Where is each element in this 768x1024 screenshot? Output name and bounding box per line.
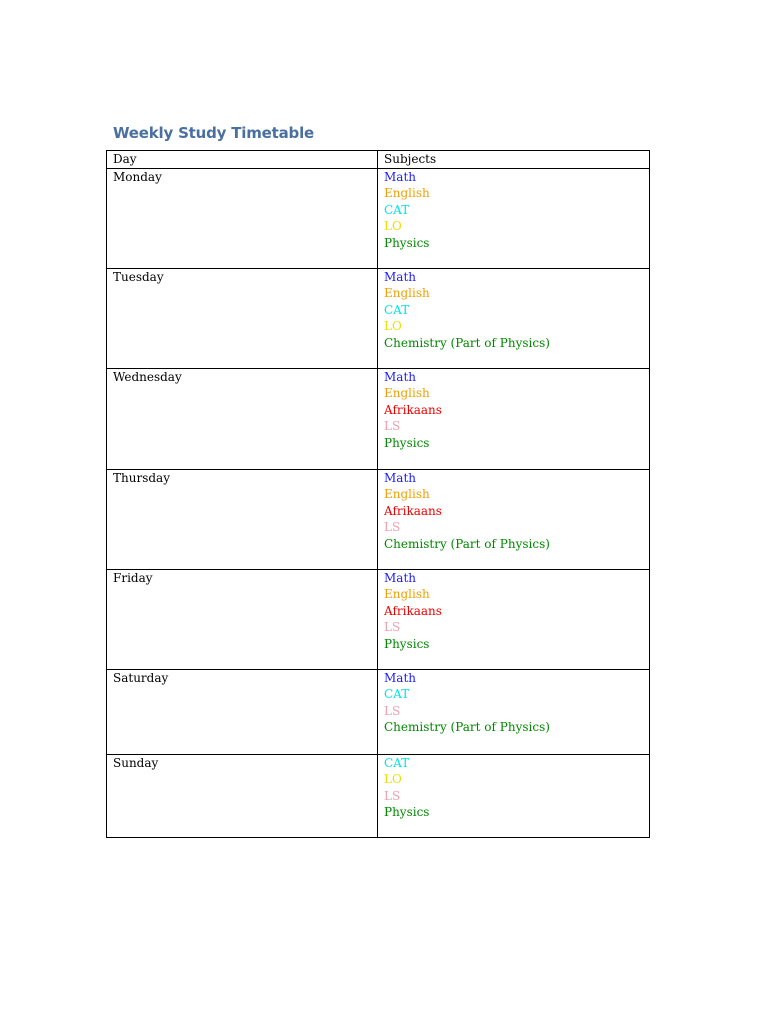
table-row [107, 754, 650, 837]
subjects-cell [378, 754, 650, 837]
subjects-cell [378, 268, 650, 368]
subject-item: Math [384, 169, 416, 184]
subjects-cell [378, 368, 650, 469]
subject-item: LO [384, 219, 402, 234]
subject-item: Afrikaans [384, 603, 442, 618]
subject-item: LS [384, 520, 401, 535]
subject-item: Chemistry (Part of Physics) [384, 720, 550, 735]
subjects-cell [378, 168, 650, 268]
subject-item: English [384, 487, 430, 502]
day-cell: Monday [107, 168, 378, 268]
subject-item: Chemistry (Part of Physics) [384, 536, 550, 551]
subject-item: Math [384, 269, 416, 284]
table-row [107, 368, 650, 469]
subject-item: CAT [384, 687, 410, 702]
subject-item: English [384, 587, 430, 602]
day-cell: Sunday [107, 754, 378, 837]
subject-item: CAT [384, 755, 410, 770]
table-row [107, 168, 650, 268]
subject-item: Math [384, 369, 416, 384]
subject-item: English [384, 186, 430, 201]
subject-item: Math [384, 470, 416, 485]
subject-item: English [384, 386, 430, 401]
subject-item: LS [384, 788, 401, 803]
table-row [107, 569, 650, 669]
subject-item: LO [384, 772, 402, 787]
subject-item: Physics [384, 435, 430, 450]
subject-item: LS [384, 620, 401, 635]
subject-item: LS [384, 419, 401, 434]
day-cell: Friday [107, 569, 378, 669]
timetable [106, 150, 650, 838]
day-column-header: Day [107, 151, 378, 169]
subjects-cell [378, 469, 650, 569]
day-cell: Saturday [107, 669, 378, 754]
subjects-cell [378, 669, 650, 754]
subject-item: Physics [384, 235, 430, 250]
subject-item: Chemistry (Part of Physics) [384, 335, 550, 350]
subject-item: LO [384, 319, 402, 334]
subject-item: LS [384, 703, 401, 718]
subject-item: English [384, 286, 430, 301]
page-title: Weekly Study Timetable [113, 124, 314, 142]
subject-item: Afrikaans [384, 402, 442, 417]
table-row [107, 268, 650, 368]
subject-item: CAT [384, 202, 410, 217]
table-header-row [107, 151, 650, 169]
day-cell: Wednesday [107, 368, 378, 469]
subject-item: Physics [384, 636, 430, 651]
subject-item: Math [384, 670, 416, 685]
subjects-column-header: Subjects [378, 151, 650, 169]
table-row [107, 669, 650, 754]
subject-item: Afrikaans [384, 503, 442, 518]
timetable-body [107, 168, 650, 837]
day-cell: Tuesday [107, 268, 378, 368]
subjects-cell [378, 569, 650, 669]
subject-item: Physics [384, 805, 430, 820]
day-cell: Thursday [107, 469, 378, 569]
subject-item: CAT [384, 302, 410, 317]
table-row [107, 469, 650, 569]
subject-item: Math [384, 570, 416, 585]
